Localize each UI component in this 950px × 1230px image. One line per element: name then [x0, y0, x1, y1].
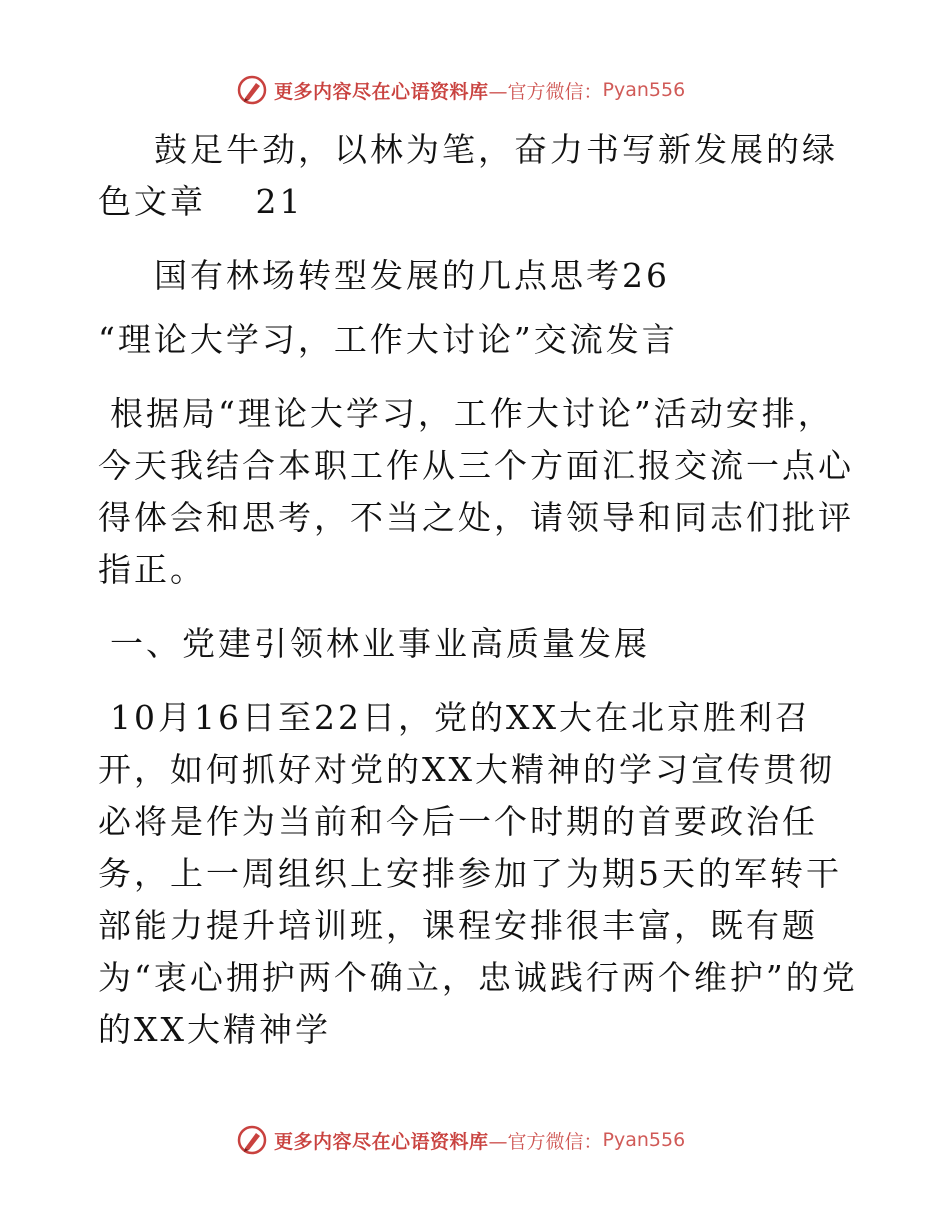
watermark-wechat-id: Pyan556 [602, 1129, 686, 1151]
watermark-sub-text: —官方微信： [488, 80, 603, 103]
pen-logo-icon [236, 74, 268, 106]
watermark-main-text: 更多内容尽在心语资料库 [274, 1130, 489, 1153]
intro-paragraph: 根据局“理论大学习，工作大讨论”活动安排，今天我结合本职工作从三个方面汇报交流一点心得体会和思考，不当之处，请领导和同志们批评指正。 [98, 394, 854, 589]
section-1-heading: 一、党建引领林业事业高质量发展 [110, 624, 650, 663]
pen-logo-icon [236, 1124, 268, 1156]
watermark-sub-text: —官方微信： [488, 1130, 603, 1153]
watermark-text [274, 1127, 685, 1154]
watermark-text [274, 77, 685, 104]
watermark-main-text: 更多内容尽在心语资料库 [274, 80, 489, 103]
toc-entry-1: 鼓足牛劲，以林为笔，奋力书写新发展的绿色文章 21 [98, 130, 838, 221]
footer-watermark-banner [236, 1122, 716, 1158]
section-1-paragraph: 10月16日至22日，党的XX大在北京胜利召开，如何抓好对党的XX大精神的学习宣传贯彻必将是作为当前和今后一个时期的首要政治任务，上一周组织上安排参加了为期5天的军转干部能力提升培训班，课程安排很丰富，既有题为“衷心拥护两个确立，忠诚践行两个维护”的党的XX大精神学 [98, 698, 858, 1049]
watermark-wechat-id: Pyan556 [602, 79, 686, 101]
header-watermark-banner [236, 72, 716, 108]
document-title: “理论大学习，工作大讨论”交流发言 [98, 320, 678, 359]
document-body [98, 124, 858, 1056]
toc-entry-2: 国有林场转型发展的几点思考26 [154, 256, 670, 295]
